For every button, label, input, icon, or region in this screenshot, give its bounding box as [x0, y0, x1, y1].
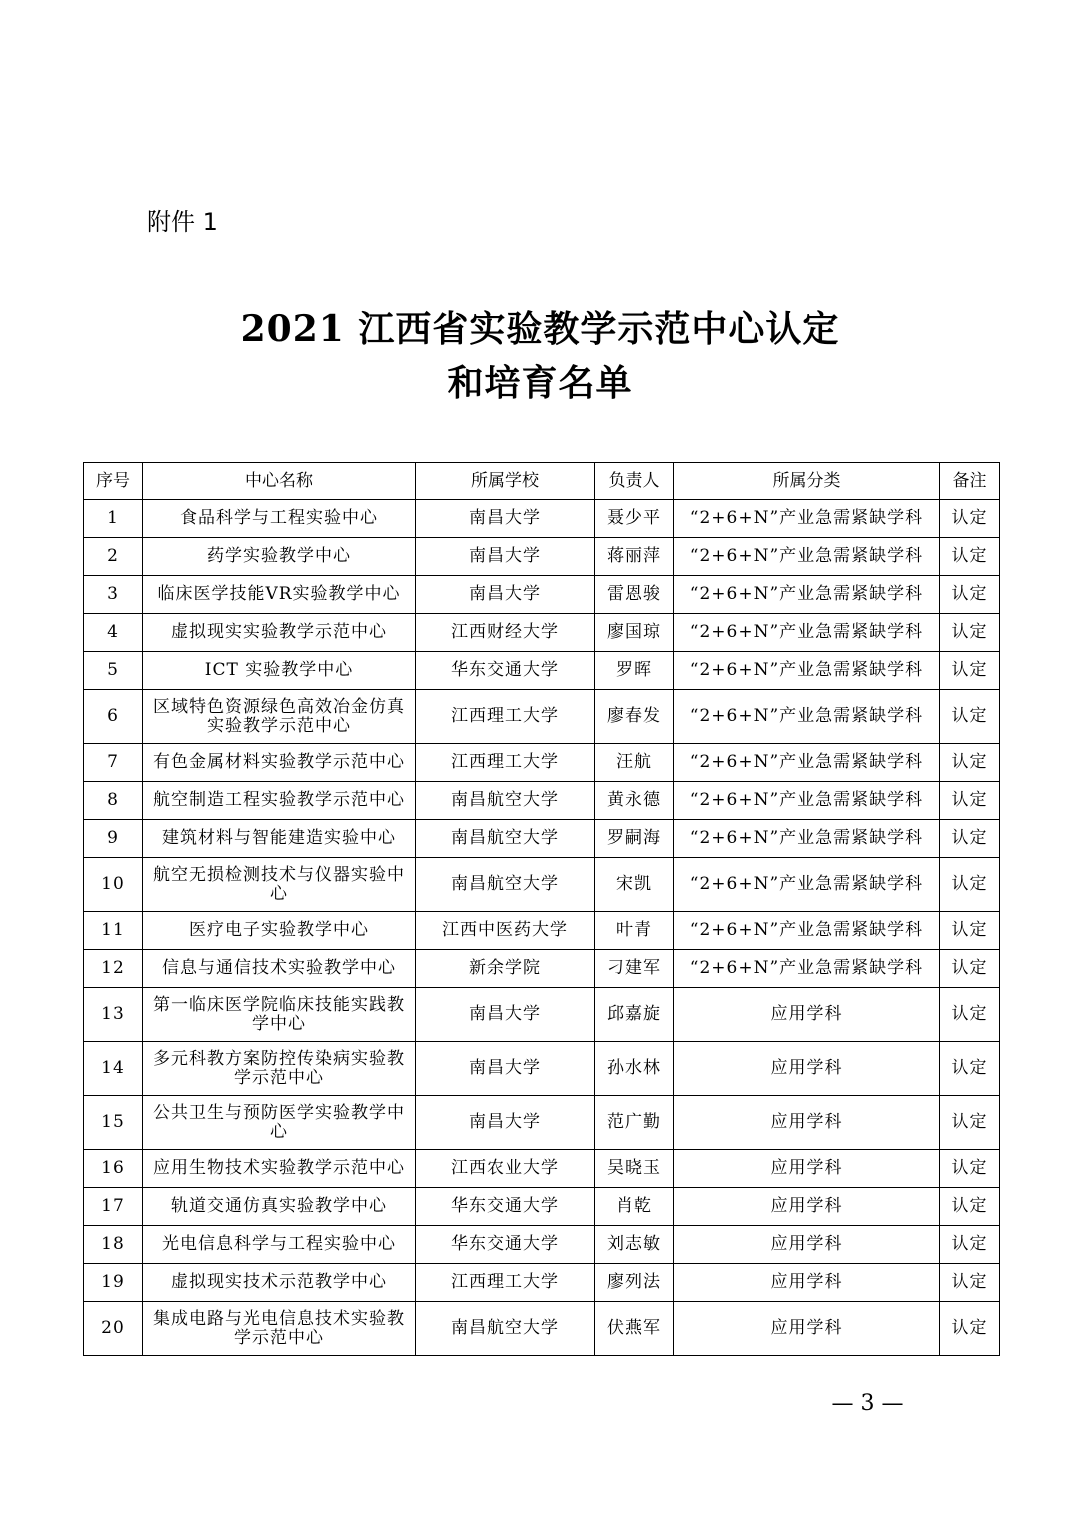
- cell-category: 应用学科: [674, 1264, 940, 1302]
- cell-note: 认定: [940, 782, 1000, 820]
- table-header-row: [84, 463, 1000, 500]
- cell-leader: 叶青: [595, 912, 674, 950]
- cell-category: “2+6+N”产业急需紧缺学科: [674, 858, 940, 912]
- cell-school: 江西理工大学: [416, 1264, 595, 1302]
- table-row: [84, 576, 1000, 614]
- cell-leader: 廖列法: [595, 1264, 674, 1302]
- cell-category: “2+6+N”产业急需紧缺学科: [674, 690, 940, 744]
- cell-school: 江西理工大学: [416, 744, 595, 782]
- cell-leader: 廖春发: [595, 690, 674, 744]
- table-row: [84, 538, 1000, 576]
- cell-note: 认定: [940, 912, 1000, 950]
- cell-center-name: 医疗电子实验教学中心: [143, 912, 416, 950]
- cell-category: “2+6+N”产业急需紧缺学科: [674, 782, 940, 820]
- table-row: [84, 782, 1000, 820]
- cell-note: 认定: [940, 1302, 1000, 1356]
- cell-leader: 肖乾: [595, 1188, 674, 1226]
- cell-school: 南昌大学: [416, 1042, 595, 1096]
- cell-school: 江西理工大学: [416, 690, 595, 744]
- cell-school: 华东交通大学: [416, 652, 595, 690]
- cell-seq: 12: [84, 950, 143, 988]
- cell-school: 华东交通大学: [416, 1226, 595, 1264]
- attachment-label: 附件 1: [147, 208, 218, 236]
- cell-note: 认定: [940, 1096, 1000, 1150]
- header-school: 所属学校: [416, 463, 595, 500]
- table-row: [84, 950, 1000, 988]
- cell-seq: 17: [84, 1188, 143, 1226]
- cell-school: 南昌航空大学: [416, 858, 595, 912]
- cell-category: “2+6+N”产业急需紧缺学科: [674, 614, 940, 652]
- table-row: [84, 1264, 1000, 1302]
- cell-leader: 刘志敏: [595, 1226, 674, 1264]
- cell-category: “2+6+N”产业急需紧缺学科: [674, 912, 940, 950]
- table-row: [84, 744, 1000, 782]
- cell-center-name: 应用生物技术实验教学示范中心: [143, 1150, 416, 1188]
- cell-seq: 19: [84, 1264, 143, 1302]
- table-row: [84, 1150, 1000, 1188]
- cell-note: 认定: [940, 820, 1000, 858]
- cell-center-name: 多元科教方案防控传染病实验教学示范中心: [143, 1042, 416, 1096]
- cell-leader: 蒋丽萍: [595, 538, 674, 576]
- table-row: [84, 988, 1000, 1042]
- table-row: [84, 912, 1000, 950]
- table-row: [84, 1226, 1000, 1264]
- cell-leader: 孙水林: [595, 1042, 674, 1096]
- cell-note: 认定: [940, 652, 1000, 690]
- cell-leader: 伏燕军: [595, 1302, 674, 1356]
- cell-center-name: 虚拟现实实验教学示范中心: [143, 614, 416, 652]
- cell-category: “2+6+N”产业急需紧缺学科: [674, 652, 940, 690]
- cell-category: “2+6+N”产业急需紧缺学科: [674, 744, 940, 782]
- center-list-table: [83, 462, 1000, 1356]
- cell-seq: 4: [84, 614, 143, 652]
- cell-note: 认定: [940, 614, 1000, 652]
- cell-category: 应用学科: [674, 1302, 940, 1356]
- cell-school: 南昌大学: [416, 1096, 595, 1150]
- cell-school: 南昌大学: [416, 500, 595, 538]
- cell-note: 认定: [940, 576, 1000, 614]
- cell-school: 南昌大学: [416, 538, 595, 576]
- cell-category: “2+6+N”产业急需紧缺学科: [674, 820, 940, 858]
- cell-center-name: 公共卫生与预防医学实验教学中心: [143, 1096, 416, 1150]
- cell-school: 新余学院: [416, 950, 595, 988]
- cell-school: 华东交通大学: [416, 1188, 595, 1226]
- cell-leader: 聂少平: [595, 500, 674, 538]
- table-row: [84, 500, 1000, 538]
- cell-seq: 3: [84, 576, 143, 614]
- cell-note: 认定: [940, 988, 1000, 1042]
- cell-center-name: 第一临床医学院临床技能实践教学中心: [143, 988, 416, 1042]
- cell-school: 南昌航空大学: [416, 1302, 595, 1356]
- header-note: 备注: [940, 463, 1000, 500]
- cell-note: 认定: [940, 1226, 1000, 1264]
- cell-seq: 18: [84, 1226, 143, 1264]
- cell-center-name: 轨道交通仿真实验教学中心: [143, 1188, 416, 1226]
- cell-note: 认定: [940, 1042, 1000, 1096]
- cell-category: 应用学科: [674, 1150, 940, 1188]
- cell-seq: 2: [84, 538, 143, 576]
- header-seq: 序号: [84, 463, 143, 500]
- table-row: [84, 1042, 1000, 1096]
- header-category: 所属分类: [674, 463, 940, 500]
- cell-leader: 范广勤: [595, 1096, 674, 1150]
- cell-seq: 8: [84, 782, 143, 820]
- cell-note: 认定: [940, 744, 1000, 782]
- cell-leader: 刁建军: [595, 950, 674, 988]
- table-row: [84, 614, 1000, 652]
- cell-note: 认定: [940, 858, 1000, 912]
- cell-seq: 1: [84, 500, 143, 538]
- cell-note: 认定: [940, 538, 1000, 576]
- cell-category: “2+6+N”产业急需紧缺学科: [674, 538, 940, 576]
- cell-seq: 7: [84, 744, 143, 782]
- cell-leader: 罗晖: [595, 652, 674, 690]
- cell-note: 认定: [940, 1150, 1000, 1188]
- cell-center-name: 信息与通信技术实验教学中心: [143, 950, 416, 988]
- table-row: [84, 1302, 1000, 1356]
- cell-center-name: 航空无损检测技术与仪器实验中心: [143, 858, 416, 912]
- cell-seq: 15: [84, 1096, 143, 1150]
- table-row: [84, 652, 1000, 690]
- cell-seq: 11: [84, 912, 143, 950]
- cell-seq: 6: [84, 690, 143, 744]
- cell-seq: 20: [84, 1302, 143, 1356]
- cell-seq: 13: [84, 988, 143, 1042]
- cell-center-name: 虚拟现实技术示范教学中心: [143, 1264, 416, 1302]
- cell-school: 南昌航空大学: [416, 820, 595, 858]
- cell-seq: 9: [84, 820, 143, 858]
- cell-seq: 5: [84, 652, 143, 690]
- cell-center-name: 建筑材料与智能建造实验中心: [143, 820, 416, 858]
- cell-seq: 10: [84, 858, 143, 912]
- cell-category: 应用学科: [674, 1096, 940, 1150]
- cell-note: 认定: [940, 950, 1000, 988]
- cell-center-name: 集成电路与光电信息技术实验教学示范中心: [143, 1302, 416, 1356]
- cell-center-name: 食品科学与工程实验中心: [143, 500, 416, 538]
- cell-school: 江西财经大学: [416, 614, 595, 652]
- table-row: [84, 1096, 1000, 1150]
- cell-leader: 廖国琼: [595, 614, 674, 652]
- cell-category: “2+6+N”产业急需紧缺学科: [674, 950, 940, 988]
- page-title-line-2: 和培育名单: [447, 362, 633, 404]
- cell-category: 应用学科: [674, 1226, 940, 1264]
- cell-leader: 邱嘉旋: [595, 988, 674, 1042]
- cell-note: 认定: [940, 500, 1000, 538]
- cell-school: 南昌航空大学: [416, 782, 595, 820]
- cell-school: 南昌大学: [416, 988, 595, 1042]
- cell-category: 应用学科: [674, 1042, 940, 1096]
- table-row: [84, 690, 1000, 744]
- cell-center-name: ICT 实验教学中心: [143, 652, 416, 690]
- page-title-line-1: 2021 江西省实验教学示范中心认定: [240, 308, 840, 350]
- cell-category: “2+6+N”产业急需紧缺学科: [674, 500, 940, 538]
- table-row: [84, 1188, 1000, 1226]
- cell-category: 应用学科: [674, 988, 940, 1042]
- table-row: [84, 858, 1000, 912]
- cell-leader: 黄永德: [595, 782, 674, 820]
- cell-leader: 雷恩骏: [595, 576, 674, 614]
- cell-school: 江西中医药大学: [416, 912, 595, 950]
- cell-seq: 16: [84, 1150, 143, 1188]
- cell-category: 应用学科: [674, 1188, 940, 1226]
- header-center-name: 中心名称: [143, 463, 416, 500]
- cell-center-name: 光电信息科学与工程实验中心: [143, 1226, 416, 1264]
- cell-center-name: 有色金属材料实验教学示范中心: [143, 744, 416, 782]
- cell-school: 江西农业大学: [416, 1150, 595, 1188]
- page-number: — 3 —: [831, 1391, 904, 1416]
- cell-seq: 14: [84, 1042, 143, 1096]
- cell-note: 认定: [940, 1264, 1000, 1302]
- cell-center-name: 临床医学技能VR实验教学中心: [143, 576, 416, 614]
- cell-center-name: 药学实验教学中心: [143, 538, 416, 576]
- cell-note: 认定: [940, 1188, 1000, 1226]
- cell-leader: 罗嗣海: [595, 820, 674, 858]
- cell-leader: 吴晓玉: [595, 1150, 674, 1188]
- cell-center-name: 航空制造工程实验教学示范中心: [143, 782, 416, 820]
- cell-note: 认定: [940, 690, 1000, 744]
- cell-leader: 宋凯: [595, 858, 674, 912]
- cell-school: 南昌大学: [416, 576, 595, 614]
- cell-center-name: 区域特色资源绿色高效冶金仿真实验教学示范中心: [143, 690, 416, 744]
- table-row: [84, 820, 1000, 858]
- cell-category: “2+6+N”产业急需紧缺学科: [674, 576, 940, 614]
- cell-leader: 汪航: [595, 744, 674, 782]
- header-leader: 负责人: [595, 463, 674, 500]
